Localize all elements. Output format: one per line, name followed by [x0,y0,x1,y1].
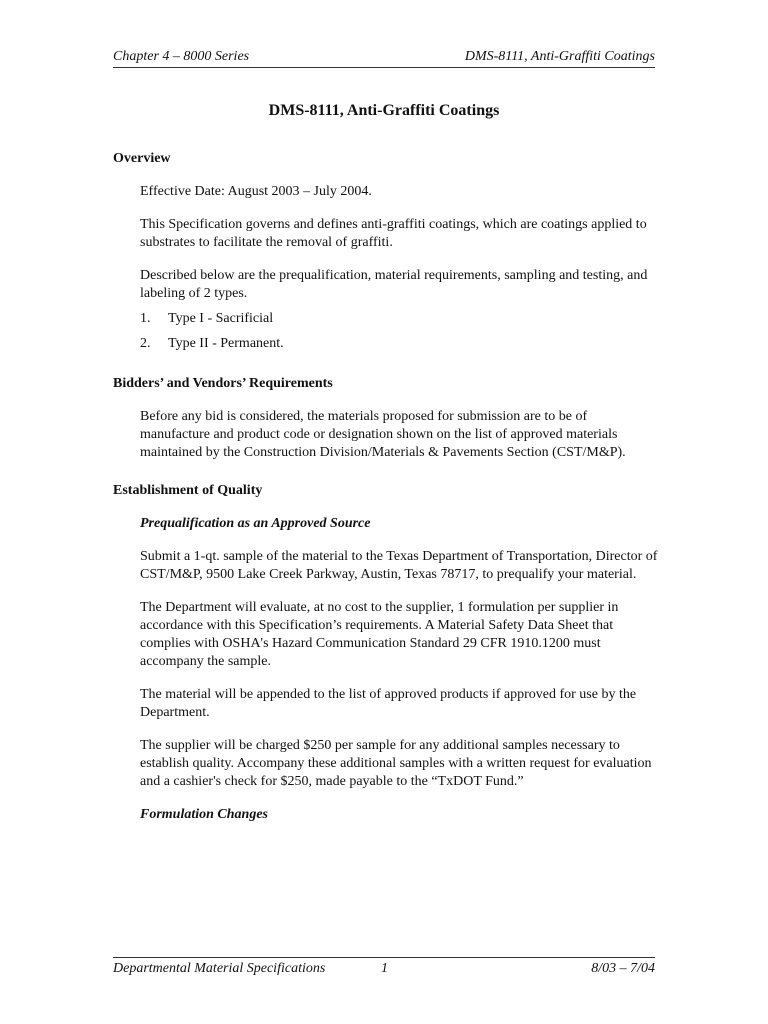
page-footer [113,957,655,977]
footer-date: 8/03 – 7/04 [591,961,655,976]
list-item: 1. Type I - Sacrificial [140,311,274,326]
bidders-heading: Bidders’ and Vendors’ Requirements [113,376,333,391]
header-spec-title: DMS-8111, Anti-Graffiti Coatings [464,49,655,64]
overview-heading: Overview [113,151,171,166]
overview-paragraph-2: Described below are the prequalification, material requirements, sampling and testing, and labeling of 2 types. [140,268,648,301]
quality-paragraph-2: The Department will evaluate, at no cost to the supplier, 1 formulation per supplier in accordance with this Specification’s requirements. A Material Safety Data Sheet that complies with OSHA's Hazard Communication Standard 29 CFR 1910.1200 must accompany the sample. [140,600,619,669]
effective-date: Effective Date: August 2003 – July 2004. [140,184,372,199]
quality-paragraph-3: The material will be appended to the list of approved products if approved for use by the Department. [140,687,637,720]
page-header [113,45,655,68]
type-list [140,310,658,353]
overview-paragraph-1: This Specification governs and defines anti-graffiti coatings, which are coatings applied to substrates to facilitate the removal of graffiti. [140,217,647,250]
list-item: 2. Type II - Permanent. [140,336,284,351]
page-number: 1 [381,961,388,976]
document-body [113,150,658,824]
document-title: DMS-8111, Anti-Graffiti Coatings [268,102,500,119]
quality-paragraph-4: The supplier will be charged $250 per sample for any additional samples necessary to establish quality. Accompany these additional samples with a written request for evaluation and a cashier's check for $250, made payable to the “TxDOT Fund.” [140,738,652,789]
bidders-paragraph: Before any bid is considered, the materials proposed for submission are to be of manufacture and product code or designation shown on the list of approved materials maintained by the Construction Division/Materials & Pavements Section (CST/M&P). [140,409,626,460]
formulation-changes-subheading: Formulation Changes [140,807,268,822]
header-chapter: Chapter 4 – 8000 Series [113,49,250,64]
quality-paragraph-1: Submit a 1-qt. sample of the material to the Texas Department of Transportation, Director of CST/M&P, 9500 Lake Creek Parkway, Austin, Texas 78717, to prequalify your material. [140,549,658,582]
quality-heading: Establishment of Quality [113,483,263,498]
footer-title: Departmental Material Specifications [113,961,326,976]
prequalification-subheading: Prequalification as an Approved Source [140,516,371,531]
